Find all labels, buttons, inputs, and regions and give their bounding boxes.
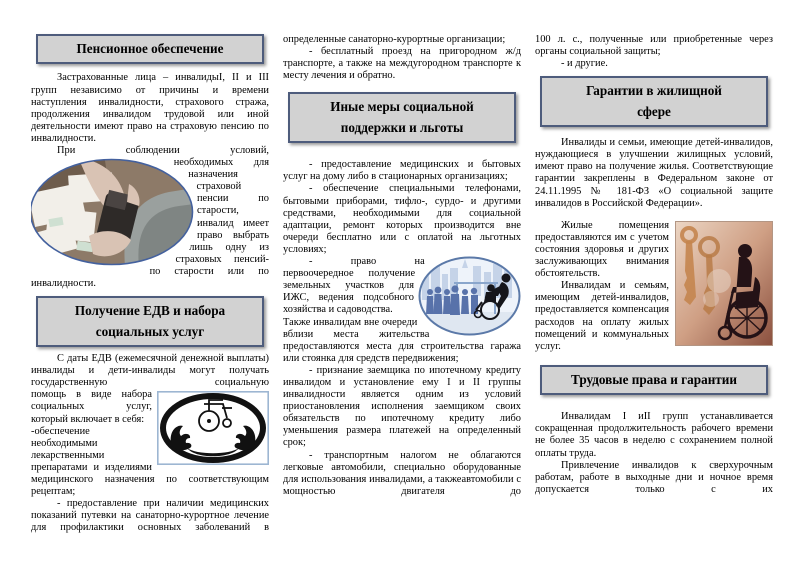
pension-condition-line: При соблюдении условий, bbox=[57, 145, 269, 157]
header-edv-social-services bbox=[36, 296, 264, 347]
sanatorium-continuation-paragraph: определенные санаторно-курортные организации; bbox=[283, 34, 506, 45]
housing-law-paragraph: Инвалиды и семьи, имеющие детей-инвалидов, нуждающиеся в улучшении жилищных условий, имеют право на получение жилья. Соответствующие гарантии закреплены в Федеральном законе от 24.11.1995 № 181-ФЗ «О социальной защите инвалидов в Российской Федерации». bbox=[535, 137, 773, 209]
edv-intro-paragraph: С даты ЕДВ (ежемесячной денежной выплаты) инвалиды и дети-инвалиды могут получать государственную социальную bbox=[31, 353, 269, 389]
header-labor-rights bbox=[540, 365, 768, 395]
header-edv-label: Получение ЕДВ и набора социальных услуг bbox=[74, 303, 226, 339]
edv-wrap-paragraph: помощь в виде набора социальных услуг, который включает в себя: bbox=[31, 389, 152, 425]
support-item-transport-tax: - транспортным налогом не облагаются легковые автомобили, специально оборудованные для использования инвалидами, а такжеавтомобили с мощностью двигателя до bbox=[283, 449, 521, 497]
support-item-home-services: - предоставление медицинских и бытовых услуг на дому либо в стационарных организациях; bbox=[283, 159, 521, 183]
working-hours-paragraph: Инвалидам I иII групп устанавливается сокращенная продолжительность рабочего времени не более 35 часов в неделю с сохранением полной оплаты труда. bbox=[535, 411, 773, 459]
horsepower-continuation-paragraph: 100 л. с., полученные или приобретенные через органы социальной защиты; bbox=[535, 34, 773, 58]
edv-item-sanatorium: - предоставление при наличии медицинских показаний путевки на санаторно-курортное лечение для профилактики основных заболеваний в bbox=[31, 498, 269, 534]
keys-wheelchair-silhouette-photo bbox=[675, 221, 773, 346]
panel-right bbox=[535, 34, 773, 559]
and-others-paragraph: - и другие. bbox=[561, 58, 608, 70]
panel-left bbox=[31, 34, 269, 559]
wallet-money-documents-photo bbox=[31, 158, 194, 266]
pension-choice-paragraph: необходимых для назначения страховой пенсии по старости, инвалид имеет право выбрать лишь одну из страховых пенсий- по старости или по инвалидности. bbox=[31, 157, 269, 290]
support-item-land-plots: - право на первоочередное получение земельных участков для ИЖС, ведения подсобного хозяйства и садоводства. bbox=[283, 256, 425, 316]
overtime-paragraph: Привлечение инвалидов к сверхурочным работам, работе в выходные дни и ночное время допускается только с их bbox=[535, 459, 773, 495]
compensation-paragraph: Инвалидам и семьям, имеющим детей-инвалидов, предоставляется компенсация расходов на оплату жилых помещений и коммунальных услуг. bbox=[535, 280, 669, 352]
edv-item-medicines: -обеспечение необходимыми лекарственными препаратами и изделиями медицинского назначения по соответствующим рецептам; bbox=[31, 425, 269, 498]
housing-conditions-paragraph: Жилые помещения предоставляются им с учетом состояния здоровья и других заслуживающих внимания обстоятельств. bbox=[535, 219, 669, 280]
header-pension-provision-label: Пенсионное обеспечение bbox=[76, 41, 224, 56]
housing-photo-flow bbox=[535, 220, 773, 353]
caregiver-wheelchair-city-image bbox=[418, 256, 521, 336]
edv-logo-flow bbox=[31, 389, 269, 534]
header-pension-provision bbox=[36, 34, 264, 64]
free-transport-paragraph: - бесплатный проезд на пригородном ж/д транспорте, а также на междугородном транспорте к месту лечения и обратно. bbox=[283, 46, 521, 82]
pension-photo-flow bbox=[31, 157, 269, 290]
panel-center bbox=[283, 34, 521, 559]
land-plots-flow bbox=[283, 256, 521, 365]
support-item-mortgage: - признание заемщика по ипотечному кредиту инвалидом и установление ему I и II группы инвалидности является одним из условий приостановления исполнения заемщиком своих обязательств по ипотечному кредиту либо уменьшения размера платежей на определенный срок; bbox=[283, 364, 521, 449]
header-labor-label: Трудовые права и гарантии bbox=[571, 371, 737, 387]
header-other-support-measures bbox=[288, 92, 516, 143]
header-housing-label: Гарантии в жилищной сфере bbox=[586, 83, 722, 119]
hands-holding-wheelchair-logo bbox=[157, 391, 269, 465]
header-other-support-label: Иные меры социальной поддержки и льготы bbox=[330, 99, 474, 135]
garage-places-paragraph: Также инвалидам вне очереди вблизи места жительства предоставляются места для строительства гаража или стоянка для средств передвижения; bbox=[283, 316, 521, 364]
support-item-special-devices: - обеспечение специальными телефонами, бытовыми приборами, тифло-, сурдо- и другими средствами, необходимыми для социальной адаптации, ремонт которых производится вне очереди бесплатно или с оплатой на льготных условиях; bbox=[283, 183, 521, 255]
header-housing-guarantees bbox=[540, 76, 768, 127]
pension-intro-paragraph: Застрахованные лица – инвалидыI, II и III групп независимо от причины и времени наступления инвалидности, страхового стража, продолжения инвалидом трудовой или иной деятельности имеют право на страховую пенсию по инвалидности. bbox=[31, 72, 269, 144]
